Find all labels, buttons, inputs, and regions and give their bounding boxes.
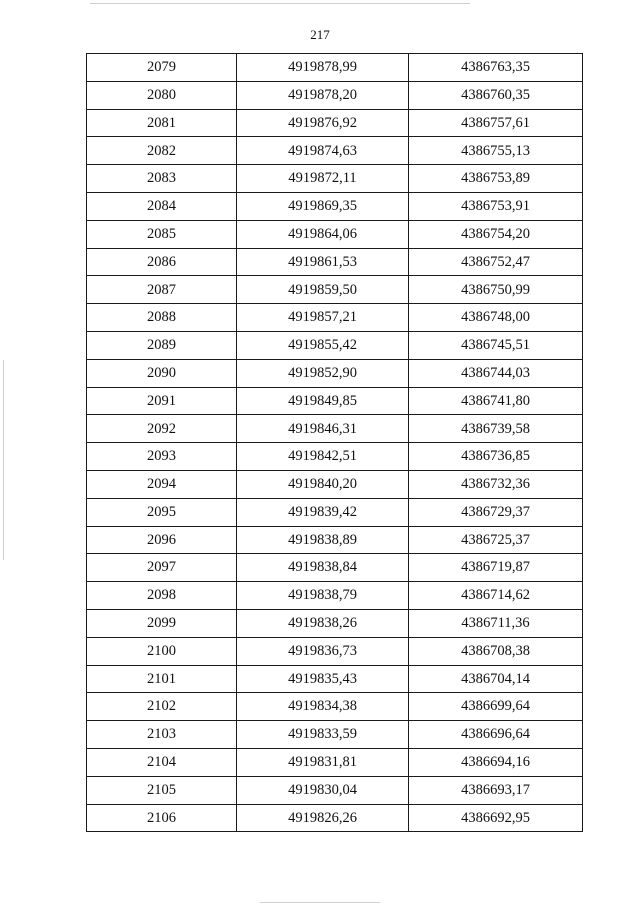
y-coordinate-cell: 4386755,13 (409, 137, 583, 165)
y-coordinate-cell: 4386745,51 (409, 331, 583, 359)
table-row (87, 693, 583, 721)
x-coordinate-cell: 4919838,79 (237, 582, 409, 610)
point-number-cell: 2097 (87, 554, 237, 582)
point-number-cell: 2096 (87, 526, 237, 554)
point-number-cell: 2104 (87, 748, 237, 776)
point-number-cell: 2086 (87, 248, 237, 276)
y-coordinate-cell: 4386736,85 (409, 443, 583, 471)
table-row (87, 804, 583, 832)
table-body (87, 54, 583, 832)
table-row (87, 220, 583, 248)
point-number-cell: 2100 (87, 637, 237, 665)
y-coordinate-cell: 4386753,91 (409, 192, 583, 220)
y-coordinate-cell: 4386694,16 (409, 748, 583, 776)
x-coordinate-cell: 4919835,43 (237, 665, 409, 693)
y-coordinate-cell: 4386729,37 (409, 498, 583, 526)
x-coordinate-cell: 4919876,92 (237, 109, 409, 137)
y-coordinate-cell: 4386744,03 (409, 359, 583, 387)
x-coordinate-cell: 4919864,06 (237, 220, 409, 248)
table-row (87, 81, 583, 109)
table-row (87, 748, 583, 776)
table-row (87, 359, 583, 387)
y-coordinate-cell: 4386696,64 (409, 721, 583, 749)
x-coordinate-cell: 4919849,85 (237, 387, 409, 415)
point-number-cell: 2103 (87, 721, 237, 749)
x-coordinate-cell: 4919857,21 (237, 304, 409, 332)
point-number-cell: 2093 (87, 443, 237, 471)
y-coordinate-cell: 4386752,47 (409, 248, 583, 276)
y-coordinate-cell: 4386748,00 (409, 304, 583, 332)
x-coordinate-cell: 4919838,26 (237, 609, 409, 637)
table-row (87, 109, 583, 137)
point-number-cell: 2099 (87, 609, 237, 637)
y-coordinate-cell: 4386693,17 (409, 776, 583, 804)
table-row (87, 637, 583, 665)
table-row (87, 331, 583, 359)
y-coordinate-cell: 4386719,87 (409, 554, 583, 582)
point-number-cell: 2085 (87, 220, 237, 248)
x-coordinate-cell: 4919834,38 (237, 693, 409, 721)
point-number-cell: 2084 (87, 192, 237, 220)
x-coordinate-cell: 4919830,04 (237, 776, 409, 804)
point-number-cell: 2094 (87, 470, 237, 498)
y-coordinate-cell: 4386760,35 (409, 81, 583, 109)
table-row (87, 137, 583, 165)
x-coordinate-cell: 4919839,42 (237, 498, 409, 526)
table-row (87, 387, 583, 415)
x-coordinate-cell: 4919872,11 (237, 165, 409, 193)
table-row (87, 248, 583, 276)
scan-edge-bottom (260, 902, 380, 903)
table-row (87, 276, 583, 304)
x-coordinate-cell: 4919846,31 (237, 415, 409, 443)
table-row (87, 165, 583, 193)
point-number-cell: 2079 (87, 54, 237, 82)
coordinates-table (86, 53, 583, 832)
x-coordinate-cell: 4919838,84 (237, 554, 409, 582)
y-coordinate-cell: 4386708,38 (409, 637, 583, 665)
table-row (87, 582, 583, 610)
x-coordinate-cell: 4919840,20 (237, 470, 409, 498)
point-number-cell: 2090 (87, 359, 237, 387)
point-number-cell: 2082 (87, 137, 237, 165)
x-coordinate-cell: 4919861,53 (237, 248, 409, 276)
y-coordinate-cell: 4386763,35 (409, 54, 583, 82)
point-number-cell: 2091 (87, 387, 237, 415)
x-coordinate-cell: 4919855,42 (237, 331, 409, 359)
y-coordinate-cell: 4386692,95 (409, 804, 583, 832)
x-coordinate-cell: 4919831,81 (237, 748, 409, 776)
x-coordinate-cell: 4919826,26 (237, 804, 409, 832)
x-coordinate-cell: 4919842,51 (237, 443, 409, 471)
y-coordinate-cell: 4386714,62 (409, 582, 583, 610)
point-number-cell: 2106 (87, 804, 237, 832)
table-row (87, 554, 583, 582)
y-coordinate-cell: 4386711,36 (409, 609, 583, 637)
point-number-cell: 2105 (87, 776, 237, 804)
table-row (87, 498, 583, 526)
y-coordinate-cell: 4386750,99 (409, 276, 583, 304)
point-number-cell: 2087 (87, 276, 237, 304)
table-row (87, 192, 583, 220)
table-row (87, 304, 583, 332)
point-number-cell: 2089 (87, 331, 237, 359)
table-row (87, 443, 583, 471)
page-number: 217 (310, 27, 330, 42)
table-row (87, 415, 583, 443)
x-coordinate-cell: 4919859,50 (237, 276, 409, 304)
point-number-cell: 2095 (87, 498, 237, 526)
point-number-cell: 2102 (87, 693, 237, 721)
x-coordinate-cell: 4919852,90 (237, 359, 409, 387)
table-row (87, 54, 583, 82)
point-number-cell: 2083 (87, 165, 237, 193)
x-coordinate-cell: 4919838,89 (237, 526, 409, 554)
scan-edge-left (3, 360, 4, 560)
x-coordinate-cell: 4919874,63 (237, 137, 409, 165)
y-coordinate-cell: 4386739,58 (409, 415, 583, 443)
table-row (87, 776, 583, 804)
y-coordinate-cell: 4386704,14 (409, 665, 583, 693)
y-coordinate-cell: 4386741,80 (409, 387, 583, 415)
y-coordinate-cell: 4386725,37 (409, 526, 583, 554)
x-coordinate-cell: 4919836,73 (237, 637, 409, 665)
x-coordinate-cell: 4919878,99 (237, 54, 409, 82)
table-row (87, 470, 583, 498)
point-number-cell: 2092 (87, 415, 237, 443)
point-number-cell: 2081 (87, 109, 237, 137)
table-row (87, 721, 583, 749)
y-coordinate-cell: 4386753,89 (409, 165, 583, 193)
x-coordinate-cell: 4919869,35 (237, 192, 409, 220)
y-coordinate-cell: 4386732,36 (409, 470, 583, 498)
point-number-cell: 2088 (87, 304, 237, 332)
y-coordinate-cell: 4386699,64 (409, 693, 583, 721)
point-number-cell: 2080 (87, 81, 237, 109)
table-row (87, 526, 583, 554)
table-row (87, 609, 583, 637)
y-coordinate-cell: 4386754,20 (409, 220, 583, 248)
scan-edge-top (90, 3, 470, 4)
table-row (87, 665, 583, 693)
point-number-cell: 2098 (87, 582, 237, 610)
x-coordinate-cell: 4919833,59 (237, 721, 409, 749)
y-coordinate-cell: 4386757,61 (409, 109, 583, 137)
point-number-cell: 2101 (87, 665, 237, 693)
x-coordinate-cell: 4919878,20 (237, 81, 409, 109)
